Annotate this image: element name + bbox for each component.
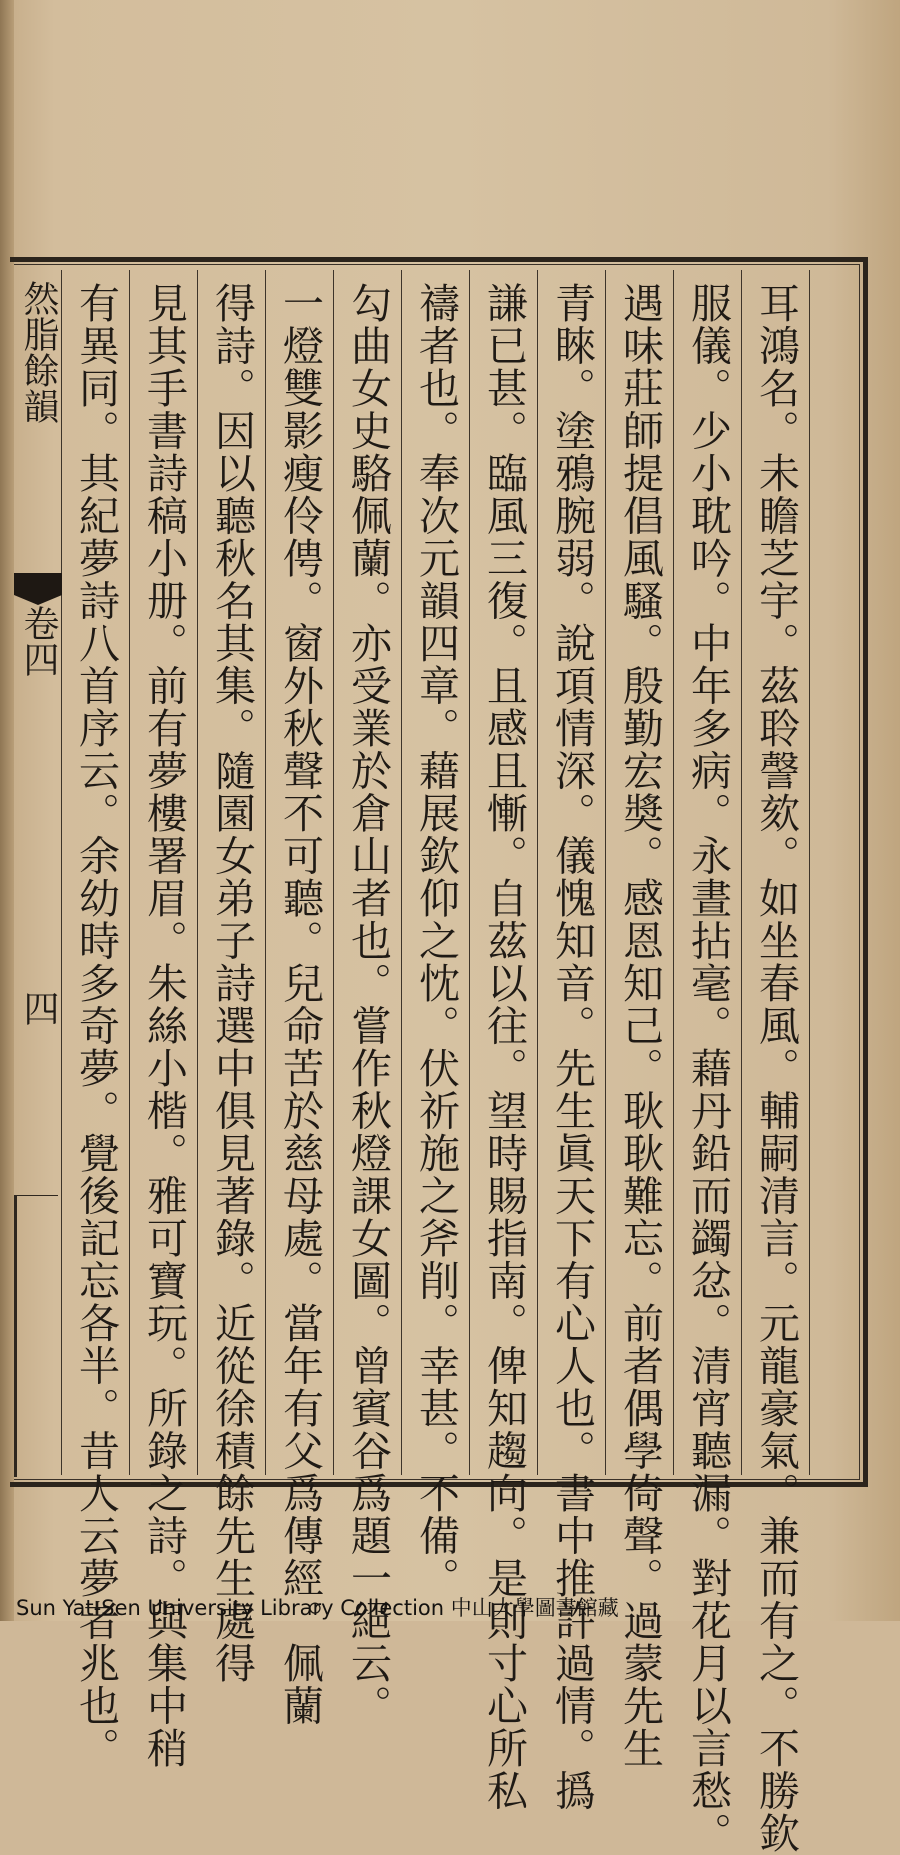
text-column-5 [470,270,538,1812]
column-text: 謙已甚。臨風三復。且感且慚。自茲以往。望時賜指南。俾知趨向。是則寸心所私 [480,282,528,1812]
margin-lower-rule [14,1195,58,1477]
text-column-3 [606,270,674,1770]
text-column-1 [742,270,810,1855]
column-text: 一燈雙影瘦伶俜。窗外秋聲不可聽。兒命苦於慈母處。當年有父爲傳經。佩蘭 [276,282,324,1727]
column-text: 有異同。其紀夢詩八首序云。余幼時多奇夢。覺後記忘各半。昔人云夢者兆也。 [72,282,120,1770]
column-text: 遇味莊師提倡風騷。殷勤宏奬。感恩知己。耿耿難忘。前者偶學倚聲。過蒙先生 [616,282,664,1770]
volume-label: 卷四 [18,605,59,677]
column-text: 禱者也。奉次元韻四章。藉展欽仰之忱。伏祈施之斧削。幸甚。不備。 [412,282,460,1600]
text-column-11 [62,270,130,1770]
column-text: 勾曲女史駱佩蘭。亦受業於倉山者也。嘗作秋燈課女圖。曾賓谷爲題一絕云。 [344,282,392,1727]
fishtail-mark [14,573,62,595]
text-column-8 [266,270,334,1727]
text-column-4 [538,270,606,1812]
text-column-9 [198,270,266,1685]
text-column-2 [674,270,742,1855]
text-column-6 [402,270,470,1600]
page-number: 四 [18,990,59,1026]
column-text: 耳鴻名。未瞻芝宇。茲聆謦欬。如坐春風。輔嗣清言。元龍豪氣。兼而有之。不勝欽 [752,282,800,1855]
book-title: 然脂餘韻 [18,280,59,424]
text-column-7 [334,270,402,1727]
column-text: 見其手書詩稿小册。前有夢樓署眉。朱絲小楷。雅可寶玩。所錄之詩。與集中稍 [140,282,188,1770]
column-text: 得詩。因以聽秋名其集。隨園女弟子詩選中俱見著錄。近從徐積餘先生處得 [208,282,256,1685]
text-column-10 [130,270,198,1770]
column-text: 服儀。少小耽吟。中年多病。永晝拈毫。藉丹鉛而蠲忿。清宵聽漏。對花月以言愁。 [684,282,732,1855]
library-watermark: Sun Yat-Sen University Library Collection 中山大學圖書館藏 [16,1596,619,1620]
column-text: 青睞。塗鴉腕弱。說項情深。儀愧知音。先生眞天下有心人也。書中推許過情。撝 [548,282,596,1812]
